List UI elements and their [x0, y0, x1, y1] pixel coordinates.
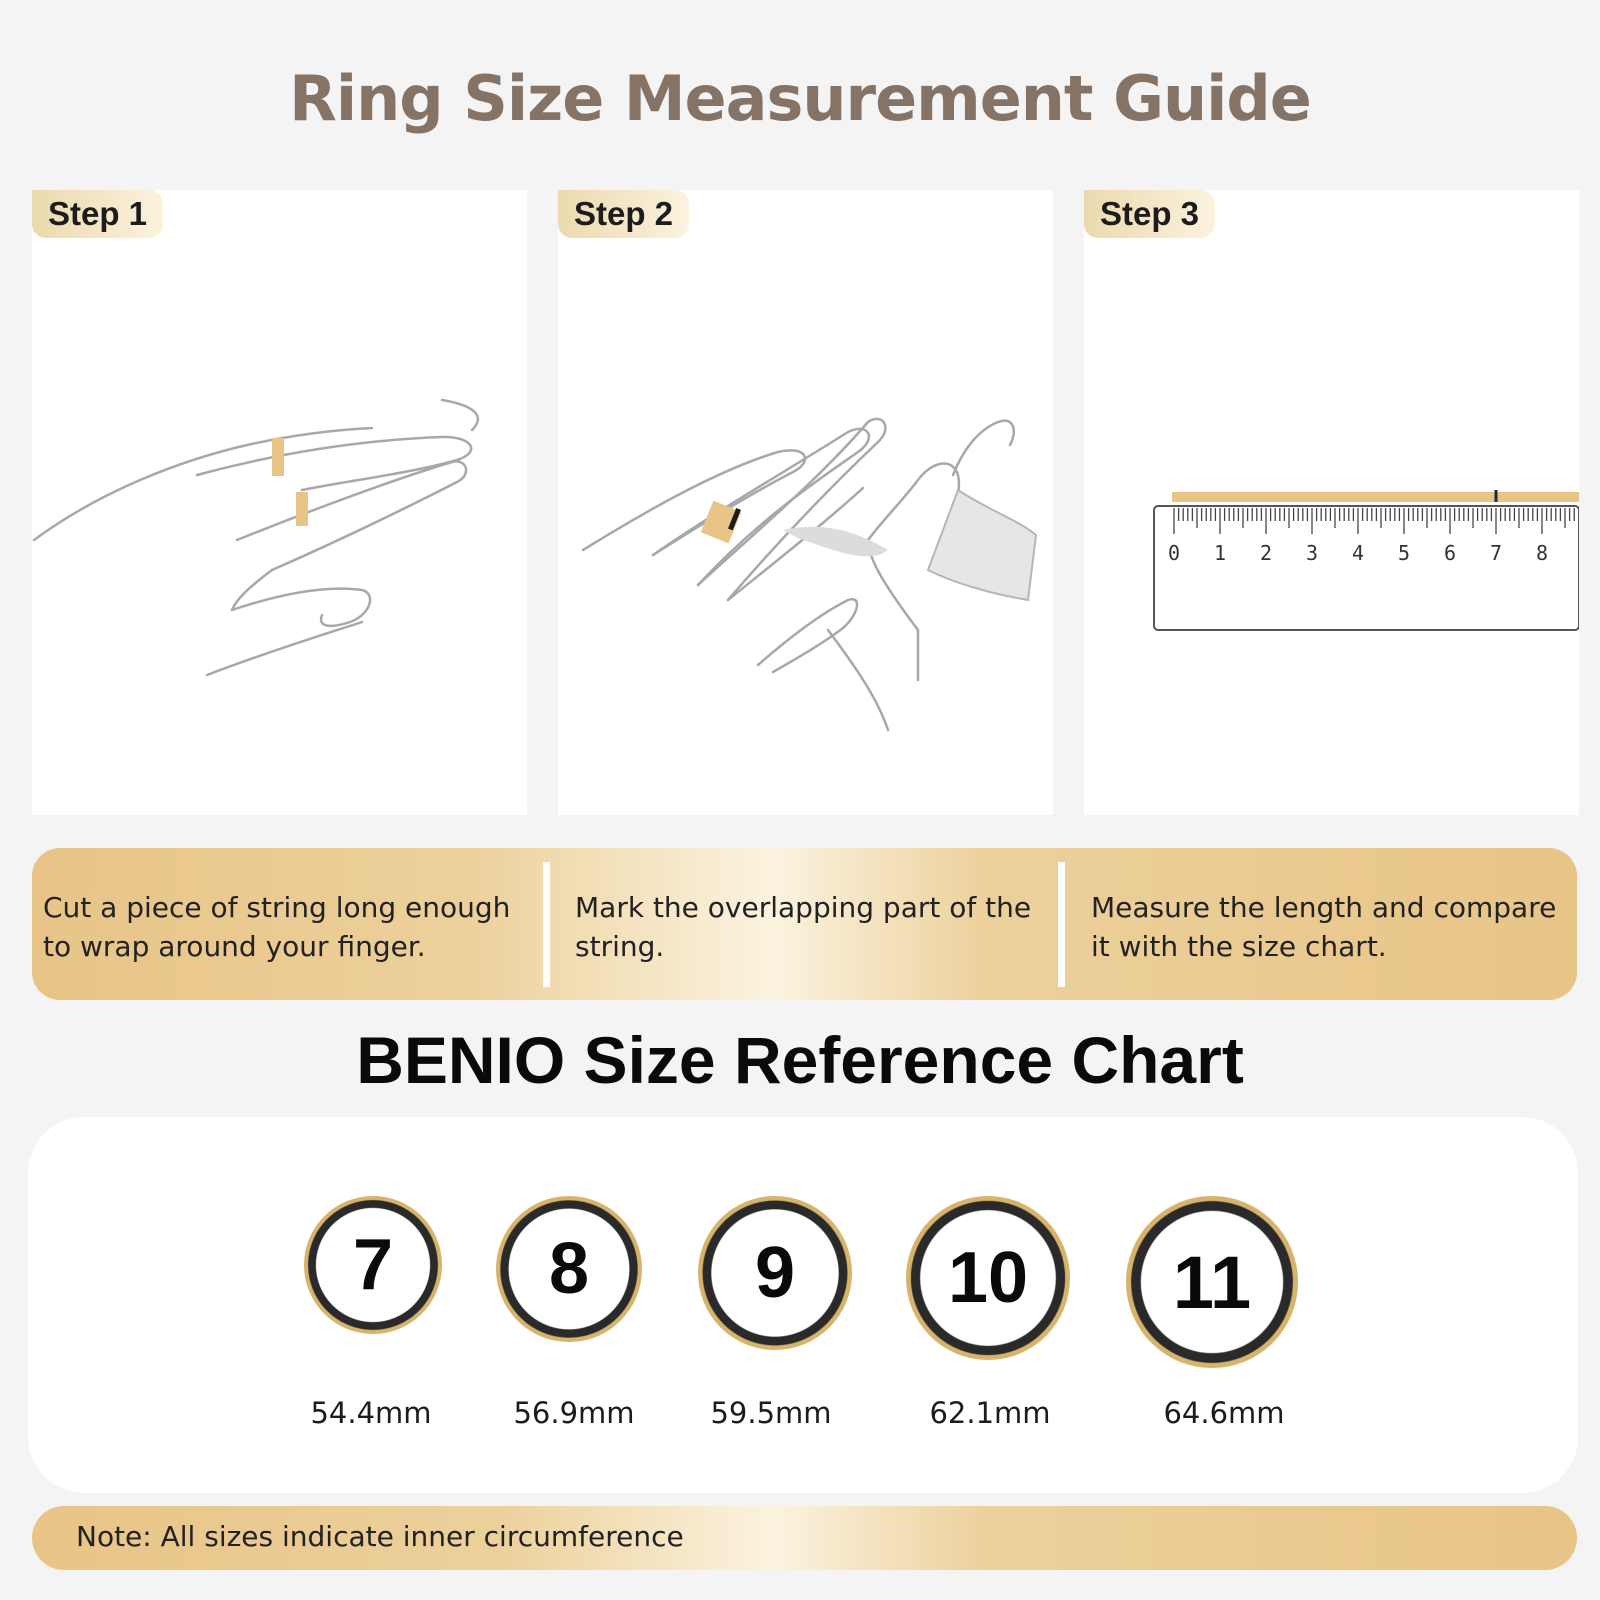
ruler-number: 0 — [1167, 541, 1181, 565]
step-1-description: Cut a piece of string long enough to wrap around your finger. — [43, 891, 511, 963]
chart-title: BENIO Size Reference Chart — [356, 1023, 1244, 1097]
ring-size-label: 9 — [754, 1233, 796, 1313]
ring-size-9 — [698, 1196, 852, 1350]
ring-circumference: 64.6mm — [1163, 1396, 1285, 1430]
note-text: Note: All sizes indicate inner circumference — [76, 1520, 684, 1553]
divider — [1058, 862, 1065, 987]
step-3-description: Measure the length and compare it with the size chart. — [1091, 891, 1557, 963]
ruler-body — [1154, 506, 1579, 630]
step-1-badge: Step 1 — [32, 190, 163, 238]
divider — [543, 862, 550, 987]
hand-marking-illustration — [558, 190, 1053, 815]
ruler-number: 1 — [1213, 541, 1227, 565]
ring-size-8 — [496, 1196, 642, 1342]
ring-size-label: 11 — [1172, 1240, 1252, 1324]
ring-size-label: 10 — [947, 1238, 1029, 1318]
ring-circumference: 54.4mm — [310, 1396, 432, 1430]
ring-circumference: 59.5mm — [710, 1396, 832, 1430]
ring-size-11 — [1126, 1196, 1298, 1368]
step-3-badge: Step 3 — [1084, 190, 1215, 238]
ruler-number: 7 — [1489, 541, 1503, 565]
step-1-panel — [32, 190, 527, 815]
ring-circumference: 56.9mm — [513, 1396, 635, 1430]
ring-size-7 — [304, 1196, 442, 1334]
step-2-description: Mark the overlapping part of the string. — [575, 891, 1032, 963]
ruler-numbers — [1168, 541, 1548, 565]
string-strip — [1172, 492, 1579, 502]
ruler-number: 5 — [1397, 541, 1411, 565]
step-2-panel — [558, 190, 1053, 815]
ring-size-label: 7 — [352, 1225, 394, 1305]
ruler-illustration — [1084, 190, 1579, 815]
step-3-panel — [1084, 190, 1579, 815]
string-mark — [1495, 490, 1498, 502]
ring-size-10 — [906, 1196, 1070, 1360]
ruler-number: 3 — [1305, 541, 1319, 565]
ring-size-label: 8 — [548, 1229, 590, 1309]
step-2-badge: Step 2 — [558, 190, 689, 238]
page-title: Ring Size Measurement Guide — [289, 62, 1311, 135]
hand-string-illustration — [32, 190, 527, 815]
ruler-number: 4 — [1351, 541, 1365, 565]
ruler-number: 6 — [1443, 541, 1457, 565]
ruler-number: 2 — [1259, 541, 1273, 565]
ring-circumference: 62.1mm — [929, 1396, 1051, 1430]
ruler-number: 8 — [1535, 541, 1549, 565]
note-bar — [32, 1506, 1577, 1570]
